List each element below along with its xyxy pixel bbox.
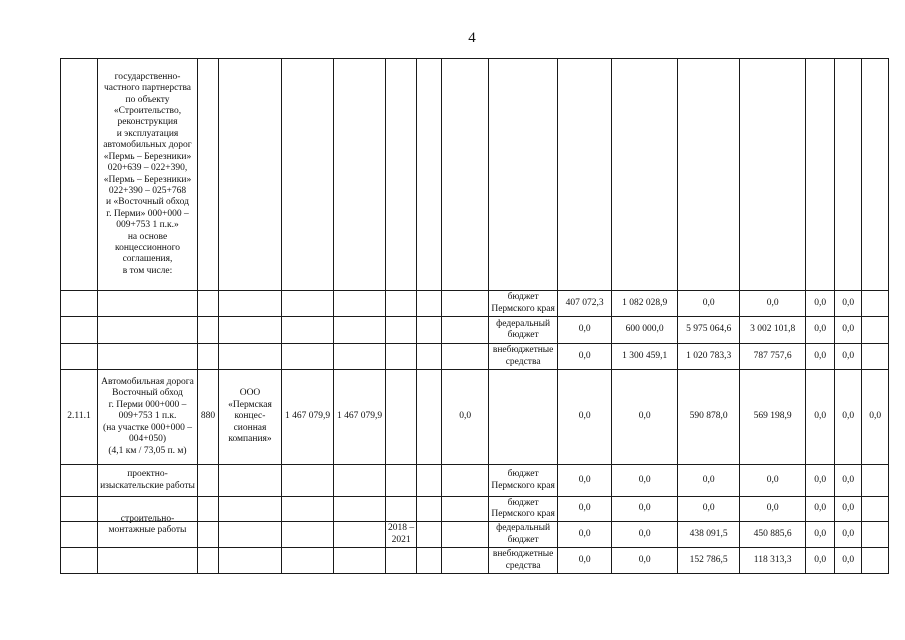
value-cell: 0,0 <box>442 370 489 465</box>
funding-source: внебюджетные средства <box>489 344 558 370</box>
value-cell: 0,0 <box>558 548 612 574</box>
funding-source: федеральный бюджет <box>489 317 558 344</box>
value-cell: 787 757,6 <box>740 344 806 370</box>
value-cell: 0,0 <box>806 370 835 465</box>
budget-table <box>60 58 889 574</box>
value-cell: 0,0 <box>740 465 806 497</box>
funding-row-regional <box>61 291 889 317</box>
value-cell: 0,0 <box>862 370 889 465</box>
cost-remaining: 1 467 079,9 <box>334 370 386 465</box>
executor-name: ООО «Пермская концес- сионная компания» <box>219 370 282 465</box>
object-row <box>61 370 889 465</box>
value-cell: 0,0 <box>612 465 678 497</box>
project-description-cell: государственно- частного партнерства по объекту «Строительство, реконструкция и эксплуатация автомобильных дорог «Пермь – Березники» 020+639 – 022+390, «Пермь – Березники» 022+390 – 025+768 и «Восточный обход г. Перми» 000+000 – 009+753 1 п.к.» на основе концессионного соглашения, в том числе: <box>98 59 198 291</box>
value-cell: 0,0 <box>806 497 835 522</box>
value-cell: 0,0 <box>835 548 862 574</box>
cost-total: 1 467 079,9 <box>282 370 334 465</box>
value-cell: 0,0 <box>612 522 678 548</box>
construction-row-extrabudgetary <box>61 548 889 574</box>
work-type-label: строительно- монтажные работы <box>98 522 198 548</box>
value-cell: 152 786,5 <box>678 548 740 574</box>
funding-source: внебюджетные средства <box>489 548 558 574</box>
value-cell: 0,0 <box>558 370 612 465</box>
implementation-period: 2018 – 2021 <box>386 522 417 548</box>
value-cell: 450 885,6 <box>740 522 806 548</box>
work-type-label: проектно- изыскательские работы <box>98 465 198 497</box>
value-cell: 0,0 <box>806 465 835 497</box>
survey-row <box>61 465 889 497</box>
value-cell: 590 878,0 <box>678 370 740 465</box>
funding-source: бюджет Пермского края <box>489 497 558 522</box>
value-cell: 0,0 <box>558 317 612 344</box>
value-cell: 569 198,9 <box>740 370 806 465</box>
value-cell: 0,0 <box>558 465 612 497</box>
value-cell: 0,0 <box>612 497 678 522</box>
value-cell: 0,0 <box>835 344 862 370</box>
budget-code: 880 <box>198 370 219 465</box>
value-cell: 0,0 <box>806 522 835 548</box>
construction-row-federal <box>61 522 889 548</box>
value-cell: 0,0 <box>835 317 862 344</box>
object-name: Автомобильная дорога Восточный обход г. Перми 000+000 – 009+753 1 п.к. (на участке 000+000 – 004+050) (4,1 км / 73,05 п. м) <box>98 370 198 465</box>
value-cell: 1 020 783,3 <box>678 344 740 370</box>
value-cell: 0,0 <box>740 291 806 317</box>
value-cell: 0,0 <box>740 497 806 522</box>
value-cell: 0,0 <box>835 497 862 522</box>
funding-row-extrabudgetary <box>61 344 889 370</box>
page-number: 4 <box>468 30 476 46</box>
value-cell: 0,0 <box>558 497 612 522</box>
funding-source: бюджет Пермского края <box>489 291 558 317</box>
value-cell: 0,0 <box>806 344 835 370</box>
value-cell: 5 975 064,6 <box>678 317 740 344</box>
value-cell: 0,0 <box>558 522 612 548</box>
value-cell: 0,0 <box>612 370 678 465</box>
value-cell: 0,0 <box>806 317 835 344</box>
funding-source: федеральный бюджет <box>489 522 558 548</box>
value-cell: 118 313,3 <box>740 548 806 574</box>
value-cell: 0,0 <box>612 548 678 574</box>
funding-source: бюджет Пермского края <box>489 465 558 497</box>
value-cell: 0,0 <box>806 548 835 574</box>
value-cell: 600 000,0 <box>612 317 678 344</box>
value-cell: 3 002 101,8 <box>740 317 806 344</box>
row-number: 2.11.1 <box>61 370 98 465</box>
value-cell: 0,0 <box>678 465 740 497</box>
value-cell: 438 091,5 <box>678 522 740 548</box>
value-cell: 0,0 <box>678 291 740 317</box>
value-cell: 0,0 <box>835 370 862 465</box>
value-cell: 0,0 <box>678 497 740 522</box>
value-cell: 1 082 028,9 <box>612 291 678 317</box>
value-cell: 0,0 <box>835 291 862 317</box>
value-cell: 0,0 <box>558 344 612 370</box>
value-cell: 407 072,3 <box>558 291 612 317</box>
value-cell: 1 300 459,1 <box>612 344 678 370</box>
value-cell: 0,0 <box>835 522 862 548</box>
description-row <box>61 59 889 291</box>
value-cell: 0,0 <box>806 291 835 317</box>
funding-row-federal <box>61 317 889 344</box>
value-cell: 0,0 <box>835 465 862 497</box>
